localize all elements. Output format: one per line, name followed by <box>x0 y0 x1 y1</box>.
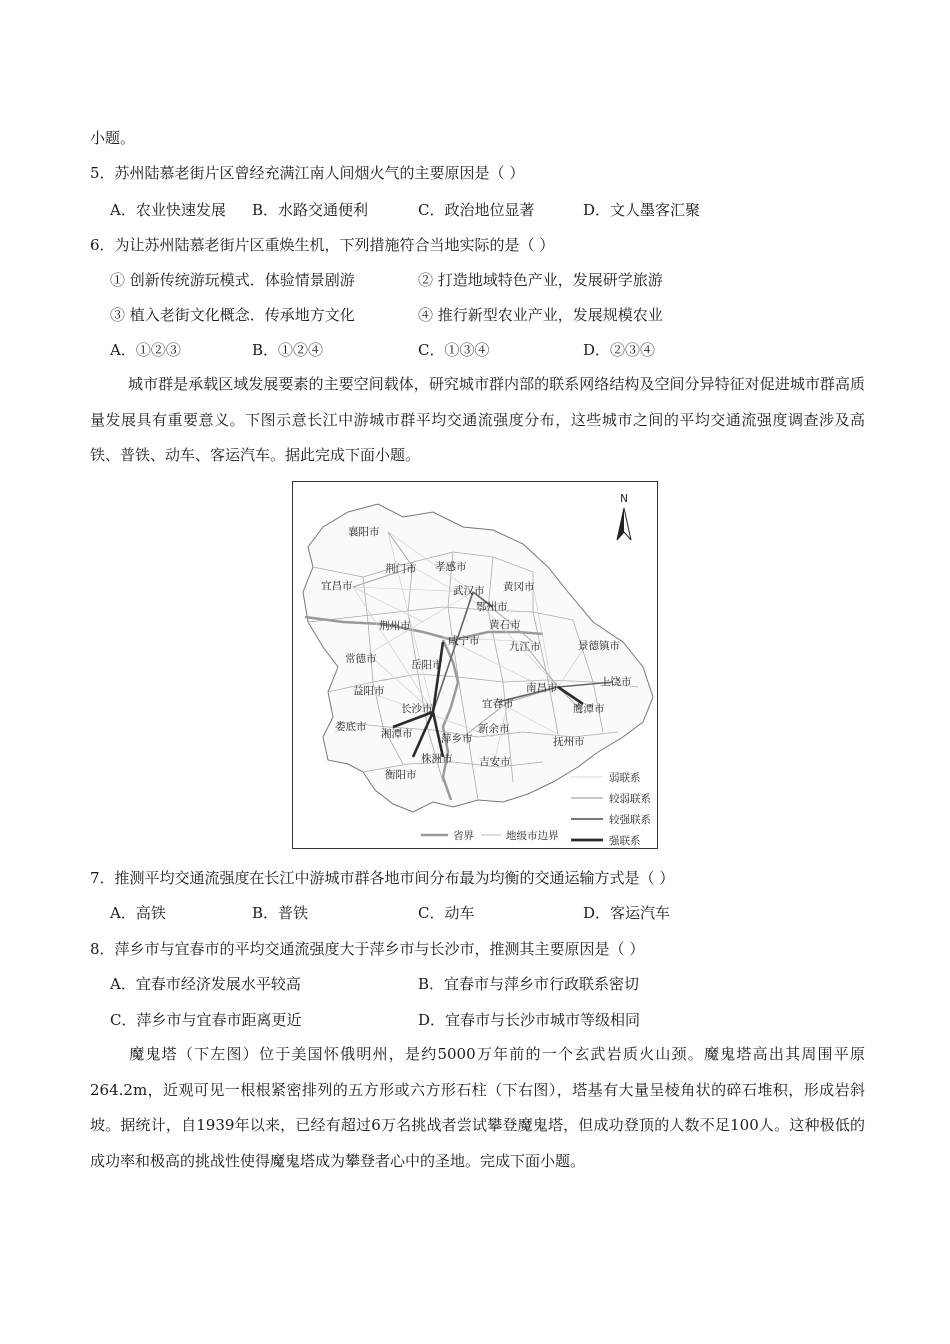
city-label: 常德市 <box>345 653 377 665</box>
legend-strong: 强联系 <box>609 835 641 847</box>
city-label: 吉安市 <box>479 756 511 768</box>
legend-weaker: 较弱联系 <box>609 793 651 805</box>
city-label: 黄冈市 <box>503 581 535 593</box>
city-label: 新余市 <box>478 723 510 735</box>
option-6a: A．①②③ <box>110 341 181 359</box>
passage-city-cluster: 城市群是承载区域发展要素的主要空间载体，研究城市群内部的联系网络结构及空间分异特征对促进城市群高质量发展具有重要意义。下图示意长江中游城市群平均交通流强度分布，这些城市之间的平均交通流强度调查涉及高铁、普铁、动车、客运汽车。据此完成下面小题。 <box>90 375 865 464</box>
city-label: 长沙市 <box>401 703 433 715</box>
option-7a: A．高铁 <box>110 904 166 922</box>
city-cluster-map <box>292 481 658 849</box>
city-label: 孝感市 <box>435 561 467 573</box>
city-label: 黄石市 <box>489 619 521 631</box>
statement-3: ③ 植入老街文化概念．传承地方文化 <box>110 306 355 324</box>
question-stem: 苏州陆慕老街片区曾经充满江南人间烟火气的主要原因是（ ） <box>114 164 525 182</box>
city-label: 南昌市 <box>526 682 558 694</box>
city-label: 株洲市 <box>421 753 453 765</box>
city-label: 宜春市 <box>482 698 514 710</box>
option-5c: C．政治地位显著 <box>418 201 535 219</box>
question-number: 7． <box>90 869 115 887</box>
question-7 <box>90 868 674 888</box>
option-8c: C．萍乡市与宜春市距离更近 <box>110 1011 302 1029</box>
city-label: 岳阳市 <box>411 659 443 671</box>
city-label: 上饶市 <box>600 676 632 688</box>
city-label: 湘潭市 <box>381 728 413 740</box>
city-label: 鹰潭市 <box>573 703 605 715</box>
statement-2: ② 打造地域特色产业，发展研学旅游 <box>418 271 663 289</box>
city-label: 宜昌市 <box>321 580 353 592</box>
city-label: 抚州市 <box>553 736 585 748</box>
option-8d: D．宜春市与长沙市城市等级相同 <box>418 1011 641 1029</box>
question-stem: 推测平均交通流强度在长江中游城市群各地市间分布最为均衡的交通运输方式是（ ） <box>114 869 675 887</box>
question-6 <box>90 235 554 255</box>
question-number: 6． <box>90 236 115 254</box>
option-5b: B．水路交通便利 <box>252 201 369 219</box>
option-6d: D．②③④ <box>583 341 656 359</box>
city-label: 荆州市 <box>379 620 411 632</box>
city-label: 襄阳市 <box>348 526 380 538</box>
city-label: 鄂州市 <box>476 601 508 613</box>
city-label: 景德镇市 <box>578 640 620 652</box>
question-number: 5． <box>90 164 115 182</box>
statement-4: ④ 推行新型农业产业，发展规模农业 <box>418 306 663 324</box>
option-6c: C．①③④ <box>418 341 490 359</box>
option-8a: A．宜春市经济发展水平较高 <box>110 975 301 993</box>
city-label: 武汉市 <box>453 585 485 597</box>
option-8b: B．宜春市与萍乡市行政联系密切 <box>418 975 640 993</box>
city-label: 九江市 <box>509 641 541 653</box>
north-arrow-icon <box>617 493 631 540</box>
city-label: 荆门市 <box>385 563 417 575</box>
legend-city-border: 地级市边界 <box>506 830 559 842</box>
city-label: 萍乡市 <box>441 733 473 745</box>
statement-1: ① 创新传统游玩模式．体验情景剧游 <box>110 271 355 289</box>
city-label: 衡阳市 <box>385 769 417 781</box>
map-graphic <box>293 482 659 850</box>
intro-tail: 小题。 <box>90 129 136 147</box>
option-7b: B．普铁 <box>252 904 309 922</box>
city-label: 娄底市 <box>335 721 367 733</box>
option-7d: D．客运汽车 <box>583 904 671 922</box>
question-5 <box>90 163 524 183</box>
option-6b: B．①②④ <box>252 341 324 359</box>
option-7c: C．动车 <box>418 904 475 922</box>
question-stem: 为让苏州陆慕老街片区重焕生机，下列措施符合当地实际的是（ ） <box>114 236 555 254</box>
city-label: 益阳市 <box>353 685 385 697</box>
passage-devils-tower: 魔鬼塔（下左图）位于美国怀俄明州，是约5000万年前的一个玄武岩质火山颈。魔鬼塔高出其周围平原264.2m，近观可见一根根紧密排列的五方形或六方形石柱（下右图），塔基有大量呈棱角状的碎石堆积，形成岩斜坡。据统计，自1939年以来，已经有超过6万名挑战者尝试攀登魔鬼塔，但成功登顶的人数不足100人。这种极低的成功率和极高的挑战性使得魔鬼塔成为攀登者心中的圣地。完成下面小题。 <box>90 1045 865 1170</box>
option-5a: A．农业快速发展 <box>110 201 226 219</box>
city-label: 咸宁市 <box>448 635 480 647</box>
north-label: N <box>620 493 628 505</box>
legend-province-border: 省界 <box>453 830 474 842</box>
legend-stronger: 较强联系 <box>609 814 651 826</box>
question-number: 8． <box>90 940 115 958</box>
option-5d: D．文人墨客汇聚 <box>583 201 701 219</box>
question-stem: 萍乡市与宜春市的平均交通流强度大于萍乡市与长沙市，推测其主要原因是（ ） <box>114 940 645 958</box>
legend-weak: 弱联系 <box>609 772 641 784</box>
question-8 <box>90 939 644 959</box>
